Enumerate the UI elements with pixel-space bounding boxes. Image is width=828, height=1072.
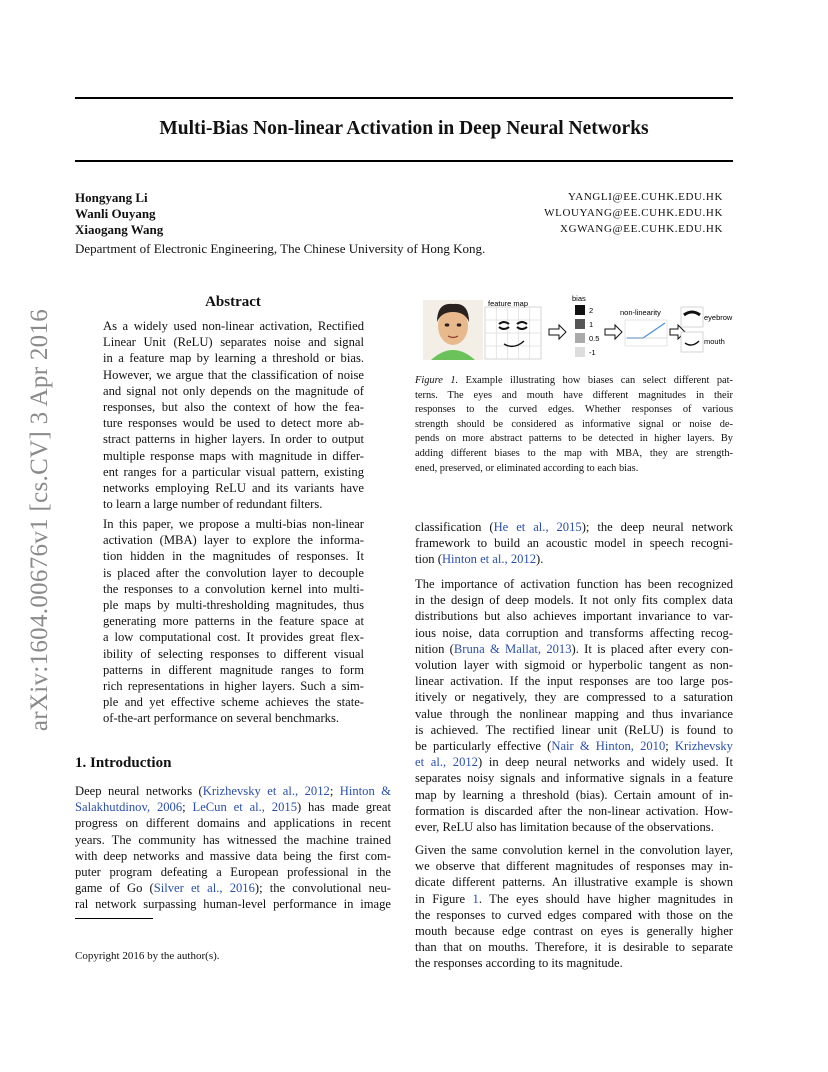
text-run: in Figure: [415, 891, 473, 906]
text-line: volution layer with sigmoid or hyperbolic tangent as non-: [415, 658, 733, 673]
text-run: nition (: [415, 641, 454, 656]
text-line: is achieved. The rectified linear unit (ReLU) is found to: [415, 722, 733, 737]
text-line: networks employing ReLU and its variants have: [103, 481, 364, 496]
text-line: rich representations in higher layers. Such a sim-: [103, 679, 364, 694]
mouth-label: mouth: [704, 337, 725, 346]
figure-reference-link[interactable]: 1: [472, 891, 479, 906]
text-line: generating more patterns in the feature space at: [103, 614, 364, 629]
text-line: framework to build an acoustic model in speech recogni-: [415, 536, 733, 551]
bias-value: 1: [589, 320, 594, 329]
text-line: However, we argue that the classification of noise: [103, 367, 364, 382]
text-line: value through the nonlinear mapping and thus invariance: [415, 706, 733, 721]
citation-link[interactable]: Hinton et al., 2012: [441, 552, 537, 567]
text-line: adding different biases to the map with MBA, they are strength-: [415, 447, 733, 459]
affiliation: Department of Electronic Engineering, The Chinese University of Hong Kong.: [75, 241, 486, 256]
right-paragraph-2: [415, 842, 733, 972]
text-run: ).: [536, 552, 544, 567]
citation-link[interactable]: He et al., 2015: [493, 520, 582, 534]
text-line: responses, but also the context of how the fea-: [103, 400, 364, 415]
text-run: classification (: [415, 520, 494, 534]
citation-link[interactable]: LeCun et al., 2015: [192, 800, 297, 815]
text-run: Deep neural networks (: [75, 784, 203, 798]
text-line: ibility of selecting responses to different visual: [103, 646, 364, 661]
text-line: terns. The eyes and mouth have different magnitudes in their: [415, 389, 733, 401]
arrow-icon: [549, 325, 566, 339]
bias-value: 0.5: [589, 334, 600, 343]
text-line: years. The community has witnessed the machine trained: [75, 832, 391, 847]
footnote-rule: [75, 918, 153, 919]
intro-paragraph-1: [75, 783, 391, 913]
text-line: itively or negatively, they are compressed to a saturation: [415, 690, 733, 705]
nonlinearity-plot: [625, 320, 667, 346]
text-line: As a widely used non-linear activation, Rectified: [103, 319, 364, 333]
caption-label: Figure 1.: [415, 375, 459, 386]
title-top-rule: [75, 97, 733, 99]
author-name: Wanli Ouyang: [75, 206, 156, 221]
text-line: map by learning a threshold (bias). Certain amount of in-: [415, 787, 733, 802]
text-run: ) in deep neural networks and widely used. It: [477, 755, 733, 770]
text-line: multiple response maps with magnitude in differ-: [103, 448, 364, 463]
citation-link[interactable]: Krizhevsky: [674, 739, 733, 754]
figure-1-caption: [415, 374, 733, 476]
citation-link[interactable]: Hinton &: [339, 784, 391, 798]
abstract-paragraph-1: [103, 318, 364, 512]
text-line: of-the-art performance on several benchmarks.: [103, 711, 340, 726]
text-line: ened, preserved, or eliminated according to each bias.: [415, 462, 639, 474]
text-run: be particularly effective (: [415, 739, 552, 754]
text-line: separates noisy signals and informative signals in a feature: [415, 771, 733, 786]
bias-swatch: [575, 305, 585, 315]
output-map-mouth: [681, 332, 703, 352]
bias-value: 2: [589, 306, 594, 315]
bias-swatch: [575, 347, 585, 357]
text-run: ); the convolutional neu-: [254, 881, 391, 896]
bias-swatch: [575, 333, 585, 343]
text-line: in a feature map by learning a threshold or bias.: [103, 351, 364, 366]
text-line: In this paper, we propose a multi-bias non-linear: [103, 517, 364, 531]
text-line: tion hidden in the magnitudes of responses. It: [103, 549, 364, 564]
text-line: formation is discarded after the non-linear activation. How-: [415, 803, 733, 818]
figure-1-illustration: [415, 292, 733, 364]
text-run: ;: [329, 784, 340, 798]
face-photo: [423, 300, 483, 360]
text-line: ral network surpassing human-level performance in image: [75, 897, 391, 912]
title-bottom-rule: [75, 160, 733, 162]
citation-link[interactable]: Salakhutdinov, 2006: [75, 800, 183, 815]
text-line: pends on more abstract patterns to be detected in higher layers. By: [415, 433, 733, 445]
output-map-eyebrow: [681, 307, 703, 327]
text-line: in the design of deep models. It not only fits complex data: [415, 593, 733, 608]
text-line: dicate different patterns. An illustrative example is shown: [415, 875, 733, 890]
text-run: tion (: [415, 552, 442, 567]
text-run: ). It is placed after every con-: [571, 641, 733, 656]
author-email: YANGLI@EE.CUHK.EDU.HK: [567, 191, 723, 203]
text-run: ) has made great: [297, 800, 391, 815]
citation-link[interactable]: Krizhevsky et al., 2012: [202, 784, 330, 798]
text-run: ;: [182, 800, 193, 815]
section-heading-introduction: 1. Introduction: [75, 755, 172, 771]
right-paragraph-1: [415, 576, 733, 835]
text-line: puter program defeating a European professional in the: [75, 865, 391, 880]
text-line: Linear Unit (ReLU) separates noise and signal: [103, 335, 364, 350]
text-line: we observe that different magnitudes of responses may in-: [415, 859, 733, 874]
text-line: progress on different domains and applications in recent: [75, 816, 391, 831]
text-run: Example illustrating how biases can select different pat-: [458, 375, 733, 386]
text-line: strength should be considered as informative signal or noise de-: [415, 418, 733, 430]
author-name: Xiaogang Wang: [75, 222, 164, 237]
author-name: Hongyang Li: [75, 190, 148, 205]
feature-map-grid: [485, 307, 541, 359]
text-run: ); the deep neural network: [581, 520, 733, 534]
author-email: WLOUYANG@EE.CUHK.EDU.HK: [544, 207, 723, 219]
text-line: a low computational cost. It provides great flex-: [103, 630, 364, 645]
text-line: ent ranges for a particular visual pattern, existing: [103, 464, 364, 479]
copyright-footnote: Copyright 2016 by the author(s).: [75, 950, 220, 962]
abstract-paragraph-2: [103, 516, 364, 727]
text-line: with deep networks and massive data being the first com-: [75, 848, 391, 863]
text-line: mouth because edge contrast on eyes is generally higher: [415, 924, 733, 939]
citation-link[interactable]: Silver et al., 2016: [153, 881, 255, 896]
text-line: patterns in different magnitude ranges to form: [103, 662, 364, 677]
figure-1: [415, 292, 733, 364]
text-line: the responses to a convolution kernel into multi-: [103, 581, 364, 596]
text-line: Given the same convolution kernel in the convolution layer,: [415, 843, 733, 857]
arrow-icon: [605, 325, 622, 339]
text-run: . The eyes should have higher magnitudes in: [478, 891, 733, 906]
text-line: activation (MBA) layer to explore the informa-: [103, 533, 364, 548]
author-email: XGWANG@EE.CUHK.EDU.HK: [560, 223, 723, 235]
nonlinearity-label: non-linearity: [620, 308, 661, 317]
bias-value: -1: [589, 348, 596, 357]
text-line: ture responses would be used to detect more ab-: [103, 416, 364, 431]
text-line: than that on mouths. Therefore, it is desirable to separate: [415, 940, 733, 955]
eyebrow-label: eyebrow: [704, 313, 733, 322]
citation-link[interactable]: Nair & Hinton, 2010: [551, 739, 666, 754]
text-run: ;: [665, 739, 675, 754]
feature-map-label: feature map: [488, 299, 529, 308]
arxiv-id: arXiv:1604.00676v1 [cs.CV] 3 Apr 2016: [26, 308, 53, 732]
text-line: ious noise, data corruption and transforms affecting recog-: [415, 625, 733, 640]
citation-link[interactable]: Bruna & Mallat, 2013: [453, 641, 572, 656]
text-line: ever, ReLU also has limitation because of the observations.: [415, 820, 714, 835]
text-line: ple and yet effective scheme achieves the state-: [103, 695, 364, 710]
text-line: responses to the curved edges. Whether responses of various: [415, 404, 733, 416]
text-line: linear activation. If the input responses are too large pos-: [415, 674, 733, 689]
citation-link[interactable]: et al., 2012: [415, 755, 478, 770]
text-line: ple maps by multi-thresholding magnitudes, thus: [103, 598, 364, 613]
bias-swatch: [575, 319, 585, 329]
abstract-heading: Abstract: [205, 294, 261, 310]
bias-label: bias: [572, 294, 586, 303]
text-line: is placed after the convolution layer to decouple: [103, 565, 364, 580]
text-run: game of Go (: [75, 881, 154, 896]
text-line: The importance of activation function has been recognized: [415, 577, 733, 591]
text-line: the responses to curved edges compared with those on the: [415, 907, 733, 922]
paper-title: Multi-Bias Non-linear Activation in Deep Neural Networks: [159, 118, 649, 139]
text-line: distributions but also achieves important invariance to var-: [415, 609, 733, 624]
text-line: the responses according to its magnitude.: [415, 956, 623, 971]
text-line: and signal not only depends on the magnitude of: [103, 383, 364, 398]
text-line: to learn a large number of redundant filters.: [103, 497, 323, 512]
text-line: stract patterns in higher layers. In order to output: [103, 432, 364, 447]
right-paragraph-0: [415, 519, 733, 568]
